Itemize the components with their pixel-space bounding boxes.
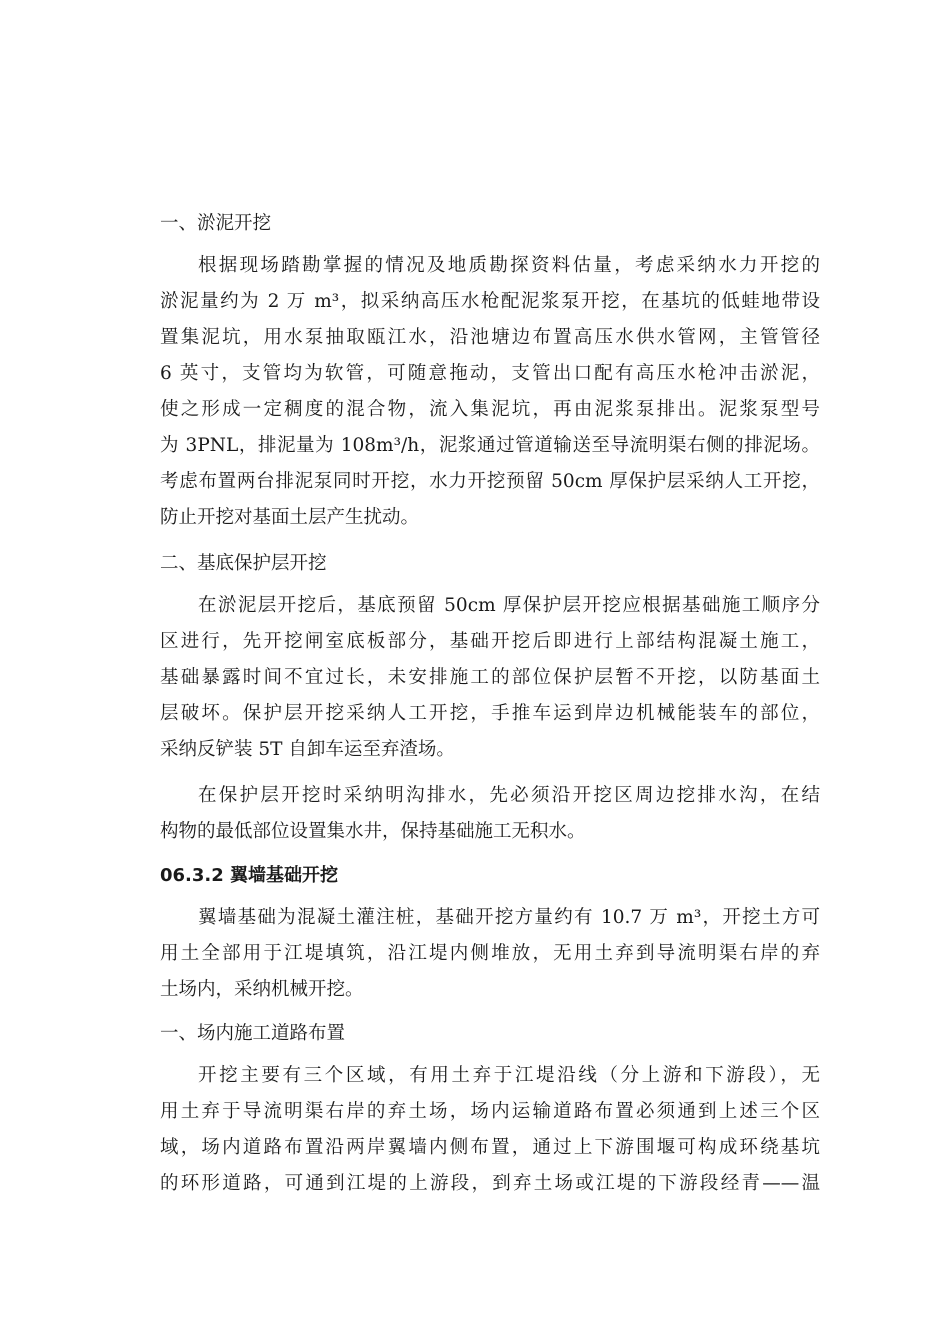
paragraph-line: 6 英寸，支管均为软管，可随意拖动，支管出口配有高压水枪冲击淤泥， <box>160 363 820 384</box>
paragraph-line: 的环形道路，可通到江堤的上游段，到弃土场或江堤的下游段经青——温 <box>160 1173 820 1194</box>
paragraph-line: 根据现场踏勘掌握的情况及地质勘探资料估量，考虑采纳水力开挖的 <box>198 255 820 276</box>
section-heading-protective-layer: 二、基底保护层开挖 <box>160 553 327 574</box>
section-heading-silt-excavation: 一、淤泥开挖 <box>160 213 272 234</box>
paragraph-line: 区进行，先开挖闸室底板部分，基础开挖后即进行上部结构混凝土施工， <box>160 631 820 652</box>
paragraph-line: 考虑布置两台排泥泵同时开挖，水力开挖预留 50cm 厚保护层采纳人工开挖， <box>160 471 820 492</box>
paragraph-line: 基础暴露时间不宜过长，未安排施工的部位保护层暂不开挖，以防基面土 <box>160 667 820 688</box>
section-heading-site-road: 一、场内施工道路布置 <box>160 1023 346 1044</box>
paragraph-line: 土场内，采纳机械开挖。 <box>160 979 364 1000</box>
paragraph-line: 淤泥量约为 2 万 m³，拟采纳高压水枪配泥浆泵开挖，在基坑的低蛙地带设 <box>160 291 820 312</box>
paragraph-line: 使之形成一定稠度的混合物，流入集泥坑，再由泥浆泵排出。泥浆泵型号 <box>160 399 820 420</box>
paragraph-line: 在淤泥层开挖后，基底预留 50cm 厚保护层开挖应根据基础施工顺序分 <box>198 595 820 616</box>
paragraph-line: 开挖主要有三个区域，有用土弃于江堤沿线（分上游和下游段），无 <box>198 1065 820 1086</box>
paragraph-line: 层破坏。保护层开挖采纳人工开挖，手推车运到岸边机械能装车的部位， <box>160 703 820 724</box>
paragraph-line: 翼墙基础为混凝土灌注桩，基础开挖方量约有 10.7 万 m³，开挖土方可 <box>198 907 820 928</box>
paragraph-line: 置集泥坑，用水泵抽取瓯江水，沿池塘边布置高压水供水管网，主管管径 <box>160 327 820 348</box>
paragraph-line: 用土全部用于江堤填筑，沿江堤内侧堆放，无用土弃到导流明渠右岸的弃 <box>160 943 820 964</box>
paragraph-line: 域，场内道路布置沿两岸翼墙内侧布置，通过上下游围堰可构成环绕基坑 <box>160 1137 820 1158</box>
subsection-heading-wing-wall: 06.3.2 翼墙基础开挖 <box>160 865 339 886</box>
paragraph-line: 构物的最低部位设置集水井，保持基础施工无积水。 <box>160 821 586 842</box>
paragraph-line: 防止开挖对基面土层产生扰动。 <box>160 507 420 528</box>
paragraph-line: 采纳反铲装 5T 自卸车运至弃渣场。 <box>160 739 455 760</box>
paragraph-line: 为 3PNL，排泥量为 108m³/h，泥浆通过管道输送至导流明渠右侧的排泥场。 <box>160 435 820 456</box>
paragraph-line: 用土弃于导流明渠右岸的弃土场，场内运输道路布置必须通到上述三个区 <box>160 1101 820 1122</box>
paragraph-line: 在保护层开挖时采纳明沟排水，先必须沿开挖区周边挖排水沟，在结 <box>198 785 820 806</box>
